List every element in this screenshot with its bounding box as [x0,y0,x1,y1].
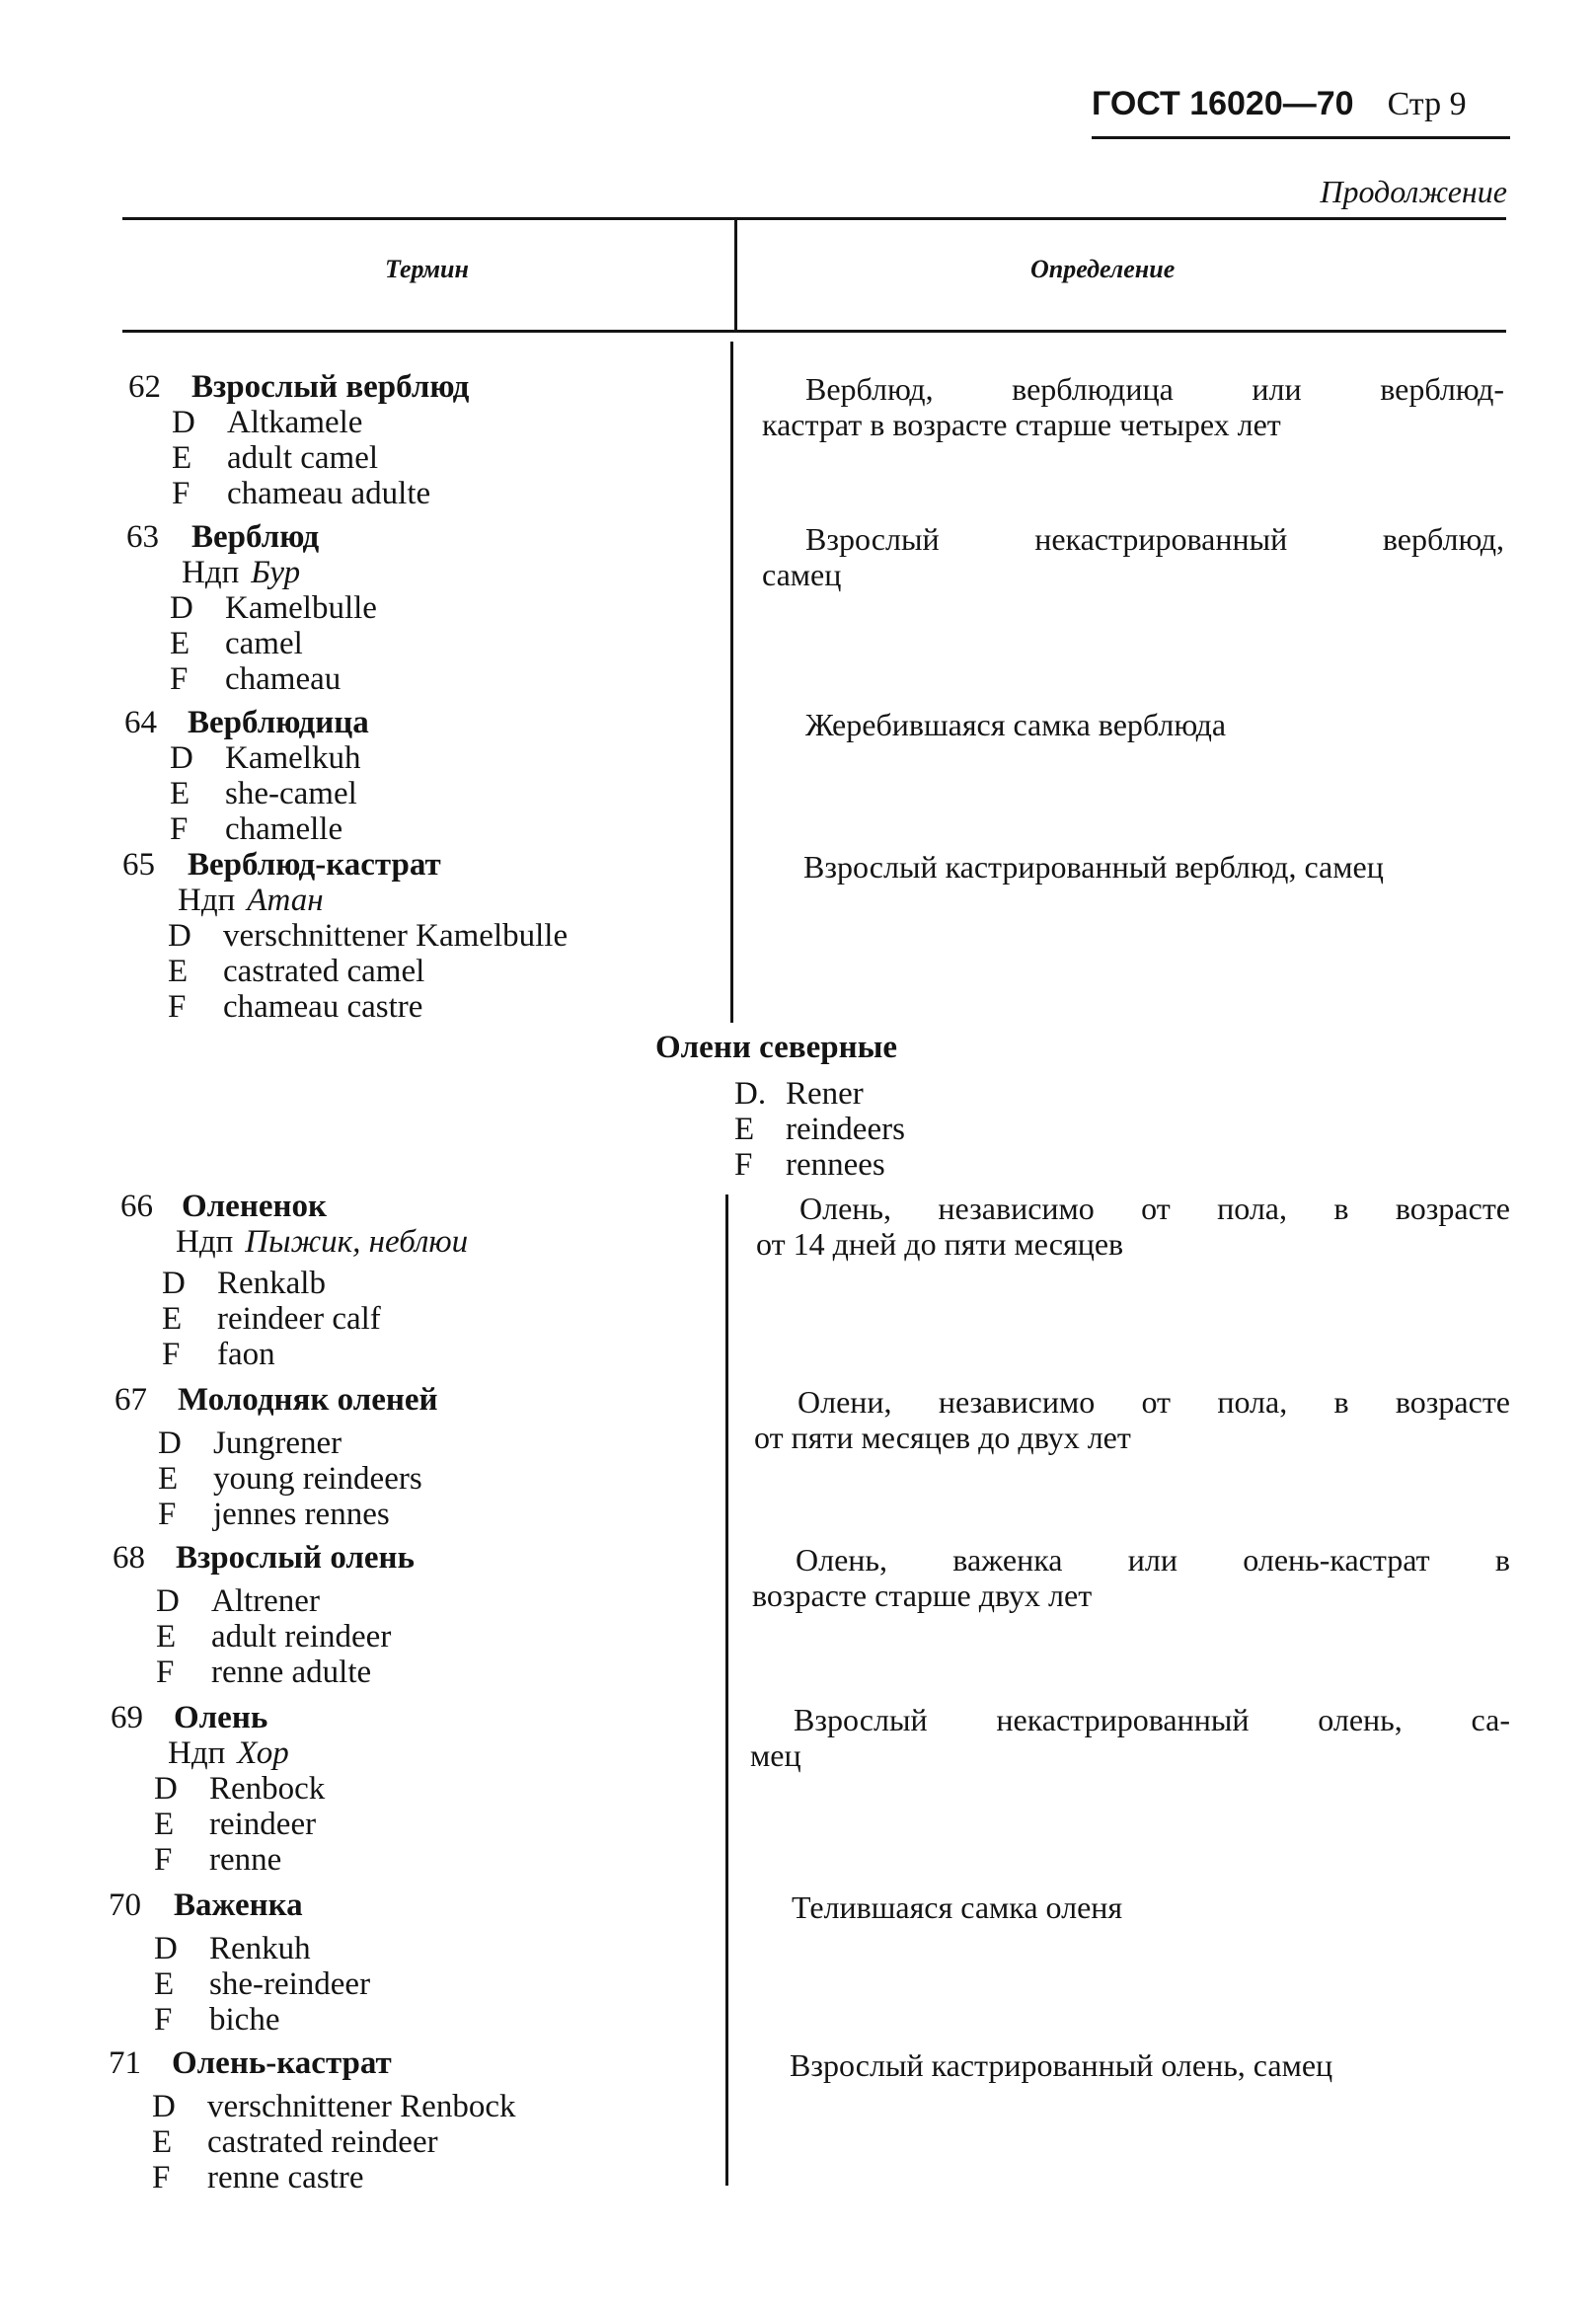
table-top-rule [122,217,1506,220]
section-lang-d: D. Rener [734,1076,864,1112]
lang-line-d: D Altrener [156,1583,320,1619]
definition: Взрослый некастрированный олень, са- мец [750,1702,1510,1773]
lang-line-f: F jennes rennes [158,1497,390,1532]
lang-line-e: E she-reindeer [154,1966,371,2002]
entry-number: 66 [120,1189,153,1224]
definition: Взрослый некастрированный верблюд, самец [762,521,1504,592]
column-header-term: Термин [385,255,469,283]
header-rule [1092,136,1510,139]
definition: Олень, важенка или олень-кастрат в возрасте старше двух лет [752,1542,1510,1613]
entry-number: 67 [114,1382,147,1418]
lang-line-f: F faon [162,1337,275,1372]
definition: Телившаяся самка оленя [792,1889,1123,1925]
term-title: Взрослый верблюд [191,369,470,405]
entry-number: 62 [128,369,161,405]
table-header-rule [122,330,1506,333]
lang-line-d: D Altkamele [172,405,363,440]
term-title: Взрослый олень [176,1540,416,1576]
definition: Олень, независимо от пола, в возрасте от 14 дней до пяти месяцев [756,1191,1510,1262]
lang-line-d: D Kamelkuh [170,740,361,776]
term-title: Верблюдица [188,705,369,740]
lang-line-d: D Jungrener [158,1425,342,1461]
definition: Жеребившаяся самка верблюда [805,707,1227,742]
column-divider-top [730,342,733,1023]
entry-number: 70 [109,1887,141,1923]
term-title: Важенка [174,1887,303,1923]
entry-number: 71 [109,2045,141,2081]
lang-line-f: F chameau castre [168,989,423,1025]
term-title: Олень [174,1700,268,1735]
lang-line-d: D verschnittener Renbock [152,2089,516,2124]
entry-number: 64 [124,705,157,740]
lang-line-f: F renne adulte [156,1655,372,1690]
lang-line-d: D Renbock [154,1771,326,1807]
lang-line-f: F chameau [170,661,342,697]
term-title: Олененок [182,1189,328,1224]
lang-line-e: E castrated reindeer [152,2124,438,2160]
avoid-term-line: Ндп Бур [182,555,301,590]
lang-line-d: D verschnittener Kamelbulle [168,918,569,954]
lang-line-e: E adult camel [172,440,379,476]
definition: Взрослый кастрированный верблюд, самец [803,849,1384,885]
page-number: Стр 9 [1387,86,1467,122]
lang-line-f: F renne castre [152,2160,364,2195]
definition: Верблюд, верблюдица или верблюд- кастрат в возрасте старше четырех лет [762,371,1504,442]
table-header-divider [734,219,737,330]
section-title: Олени северные [655,1030,898,1065]
entry-number: 63 [126,519,159,555]
entry-number: 65 [122,847,155,883]
term-title: Верблюд-кастрат [188,847,441,883]
lang-line-f: F biche [154,2002,280,2038]
avoid-term-line: Ндп Пыжик, неблюи [176,1224,469,1260]
section-lang-f: F rennees [734,1147,885,1183]
lang-line-f: F chameau adulte [172,476,431,511]
lang-line-e: E camel [170,626,303,661]
lang-line-d: D Renkuh [154,1931,311,1966]
term-title: Олень-кастрат [172,2045,392,2081]
lang-line-d: D Renkalb [162,1266,326,1301]
column-divider-bottom [725,1194,728,2186]
entry-number: 69 [111,1700,143,1735]
lang-line-e: E reindeer calf [162,1301,381,1337]
definition: Взрослый кастрированный олень, самец [790,2047,1333,2083]
lang-line-d: D Kamelbulle [170,590,377,626]
section-lang-e: E reindeers [734,1112,905,1147]
continuation-label: Продолжение [1320,174,1507,209]
lang-line-e: E castrated camel [168,954,425,989]
definition: Олени, независимо от пола, в возрасте от пяти месяцев до двух лет [754,1384,1510,1455]
standard-code: ГОСТ 16020—70 [1092,85,1354,122]
term-title: Молодняк оленей [178,1382,438,1418]
avoid-term-line: Ндп Атан [178,883,324,918]
lang-line-e: E reindeer [154,1807,317,1842]
term-title: Верблюд [191,519,320,555]
lang-line-f: F chamelle [170,811,343,847]
entry-number: 68 [113,1540,145,1576]
column-header-definition: Определение [1030,255,1176,283]
avoid-term-line: Ндп Хор [168,1735,289,1771]
lang-line-e: E she-camel [170,776,357,811]
lang-line-e: E young reindeers [158,1461,422,1497]
lang-line-e: E adult reindeer [156,1619,392,1655]
lang-line-f: F renne [154,1842,282,1878]
page-header [1092,85,1467,123]
